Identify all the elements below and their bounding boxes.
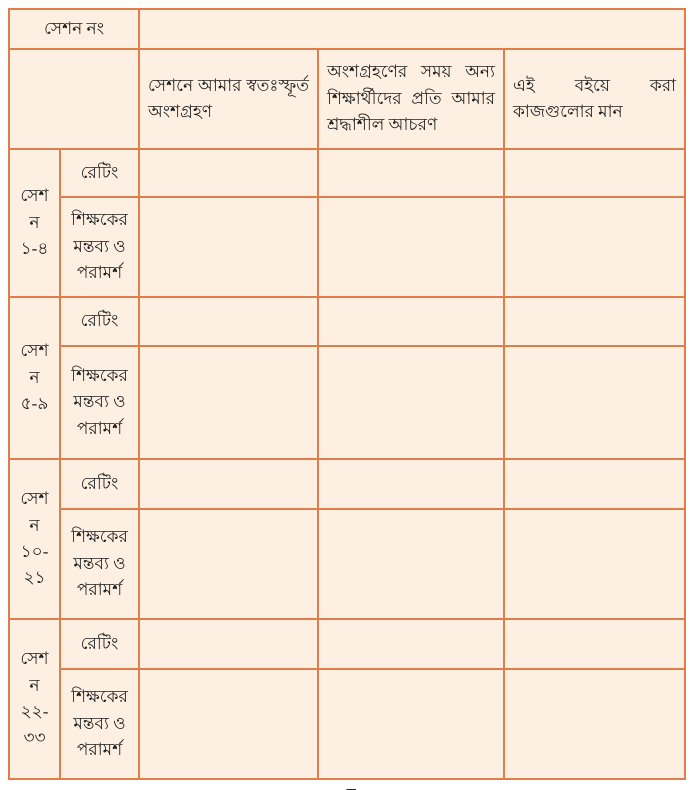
group2-comments-workbook-cell[interactable] <box>504 346 685 459</box>
group2-comments-participation-cell[interactable] <box>139 346 318 459</box>
column-header-respect: অংশগ্রহণের সময় অন্য শিক্ষার্থীদের প্রতি আমার শ্রদ্ধাশীল আচরণ <box>318 49 504 149</box>
session-no-input-cell[interactable] <box>139 9 685 49</box>
column-header-workbook-quality: এই বইয়ে করা কাজগুলোর মান <box>504 49 685 149</box>
group4-session-label: সেশন ২২-৩৩ <box>9 619 60 779</box>
group1-rating-label: রেটিং <box>60 149 139 197</box>
group3-comments-workbook-cell[interactable] <box>504 509 685 619</box>
group4-comments-label: শিক্ষকের মন্তব্য ও পরামর্শ <box>60 669 139 779</box>
group2-rating-workbook-cell[interactable] <box>504 297 685 346</box>
group2-session-label: সেশন ৫-৯ <box>9 297 60 459</box>
group1-comments-participation-cell[interactable] <box>139 197 318 297</box>
group4-rating-respect-cell[interactable] <box>318 619 504 669</box>
group1-comments-row <box>9 197 685 297</box>
group2-rating-row <box>9 297 685 346</box>
group4-comments-row <box>9 669 685 779</box>
group4-comments-participation-cell[interactable] <box>139 669 318 779</box>
group4-comments-respect-cell[interactable] <box>318 669 504 779</box>
group3-rating-respect-cell[interactable] <box>318 459 504 509</box>
group1-rating-workbook-cell[interactable] <box>504 149 685 197</box>
session-no-header: সেশন নং <box>9 9 139 49</box>
group1-comments-label: শিক্ষকের মন্তব্য ও পরামর্শ <box>60 197 139 297</box>
group4-rating-row <box>9 619 685 669</box>
group3-rating-row <box>9 459 685 509</box>
group2-comments-row <box>9 346 685 459</box>
group3-rating-label: রেটিং <box>60 459 139 509</box>
group1-rating-respect-cell[interactable] <box>318 149 504 197</box>
group2-rating-label: রেটিং <box>60 297 139 346</box>
column-header-participation: সেশনে আমার স্বতঃস্ফূর্ত অংশগ্রহণ <box>139 49 318 149</box>
group1-rating-row <box>9 149 685 197</box>
group2-rating-participation-cell[interactable] <box>139 297 318 346</box>
group2-comments-label: শিক্ষকের মন্তব্য ও পরামর্শ <box>60 346 139 459</box>
group3-comments-label: শিক্ষকের মন্তব্য ও পরামর্শ <box>60 509 139 619</box>
group3-comments-row <box>9 509 685 619</box>
group4-rating-participation-cell[interactable] <box>139 619 318 669</box>
group1-comments-respect-cell[interactable] <box>318 197 504 297</box>
group1-rating-participation-cell[interactable] <box>139 149 318 197</box>
criteria-header-row <box>9 49 685 149</box>
session-no-row <box>9 9 685 49</box>
group1-session-label: সেশন ১-৪ <box>9 149 60 297</box>
group2-comments-respect-cell[interactable] <box>318 346 504 459</box>
group4-comments-workbook-cell[interactable] <box>504 669 685 779</box>
group3-rating-workbook-cell[interactable] <box>504 459 685 509</box>
group4-rating-label: রেটিং <box>60 619 139 669</box>
cut-off-footer-glyph <box>343 783 359 790</box>
group4-rating-workbook-cell[interactable] <box>504 619 685 669</box>
group3-comments-participation-cell[interactable] <box>139 509 318 619</box>
group3-session-label: সেশন ১০-২১ <box>9 459 60 619</box>
group3-comments-respect-cell[interactable] <box>318 509 504 619</box>
group1-comments-workbook-cell[interactable] <box>504 197 685 297</box>
group2-rating-respect-cell[interactable] <box>318 297 504 346</box>
session-assessment-table <box>8 8 686 780</box>
criteria-header-spacer-cell <box>9 49 139 149</box>
group3-rating-participation-cell[interactable] <box>139 459 318 509</box>
